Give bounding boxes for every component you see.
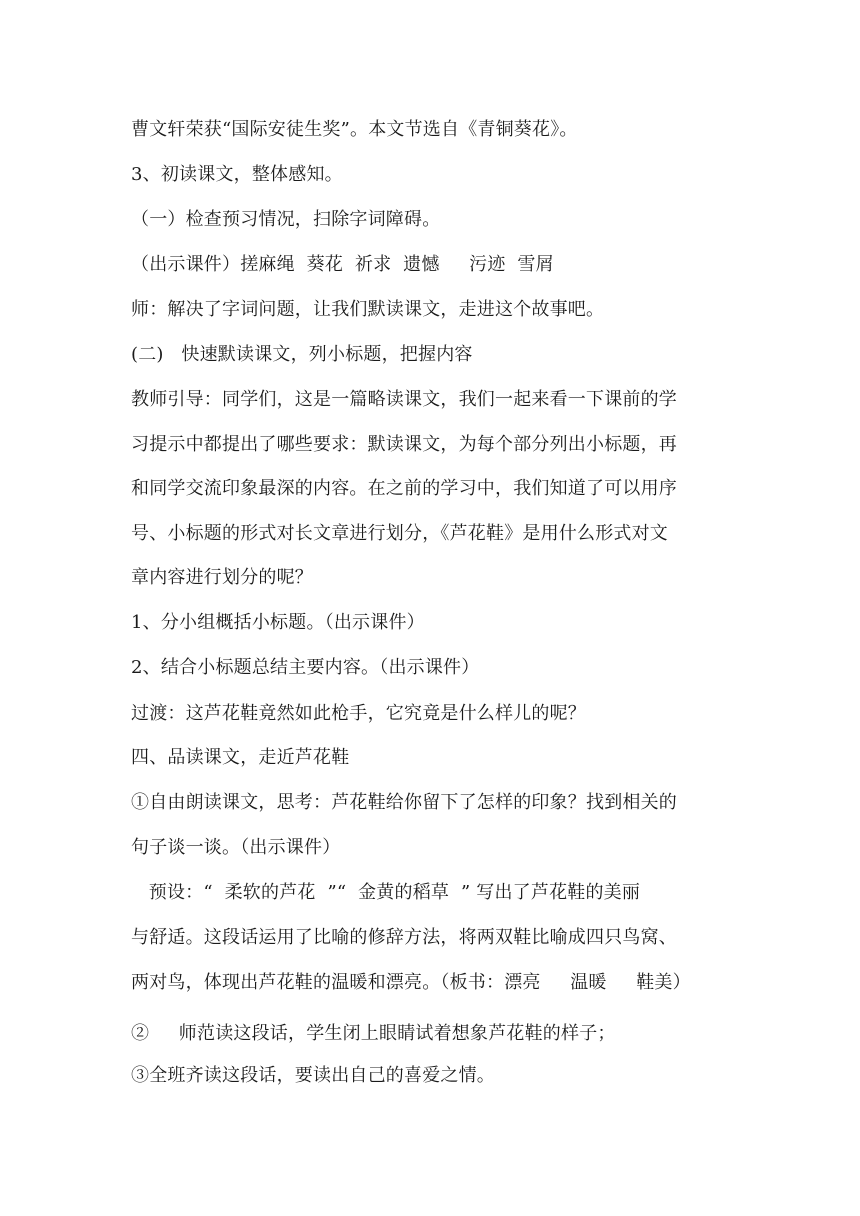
text-line: 与舒适。这段话运用了比喻的修辞方法，将两双鞋比喻成四只鸟窝、 [131,927,677,948]
text-line: 师：解决了字词问题，让我们默读课文，走进这个故事吧。 [131,299,605,320]
list-item: 2、结合小标题总结主要内容。（出示课件） [131,657,480,678]
text-line: ①自由朗读课文，思考：芦花鞋给你留下了怎样的印象？找到相关的 [131,792,677,813]
text-line: 曹文轩荣获“国际安徒生奖”。本文节选自《青铜葵花》。 [131,119,578,140]
subsection-heading: (二) 快速默读课文，列小标题，把握内容 [131,344,473,365]
section-heading: 四、品读课文，走近芦花鞋 [131,747,350,768]
list-item: 1、分小组概括小标题。（出示课件） [131,612,425,633]
text-line: 教师引导：同学们，这是一篇略读课文，我们一起来看一下课前的学 [131,389,677,410]
text-line: 章内容进行划分的呢？ [131,567,313,588]
section-heading: 3、初读课文，整体感知。 [131,164,343,185]
text-line: 句子谈一谈。（出示课件） [131,837,341,858]
text-line: 号、小标题的形式对长文章进行划分，《芦花鞋》是用什么形式对文 [131,523,668,544]
text-line: 习提示中都提出了哪些要求：默读课文，为每个部分列出小标题，再 [131,434,677,455]
subsection-heading: （一）检查预习情况，扫除字词障碍。 [131,209,441,230]
vocabulary-line: （出示课件）搓麻绳 葵花 祈求 遗憾 污迹 雪屑 [131,254,554,275]
text-line: 过渡：这芦花鞋竟然如此枪手，它究竟是什么样儿的呢？ [131,703,586,724]
text-line: 预设：“ 柔软的芦花 ”“ 金黄的稻草 ” 写出了芦花鞋的美丽 [131,882,641,903]
text-line: 和同学交流印象最深的内容。在之前的学习中，我们知道了可以用序 [131,478,677,499]
list-item: ③全班齐读这段话，要读出自己的喜爱之情。 [131,1065,495,1086]
text-line: 两对鸟，体现出芦花鞋的温暖和漂亮。（板书：漂亮 温暖 鞋美） [131,972,691,993]
list-item: ② 师范读这段话，学生闭上眼睛试着想象芦花鞋的样子； [131,1023,616,1044]
